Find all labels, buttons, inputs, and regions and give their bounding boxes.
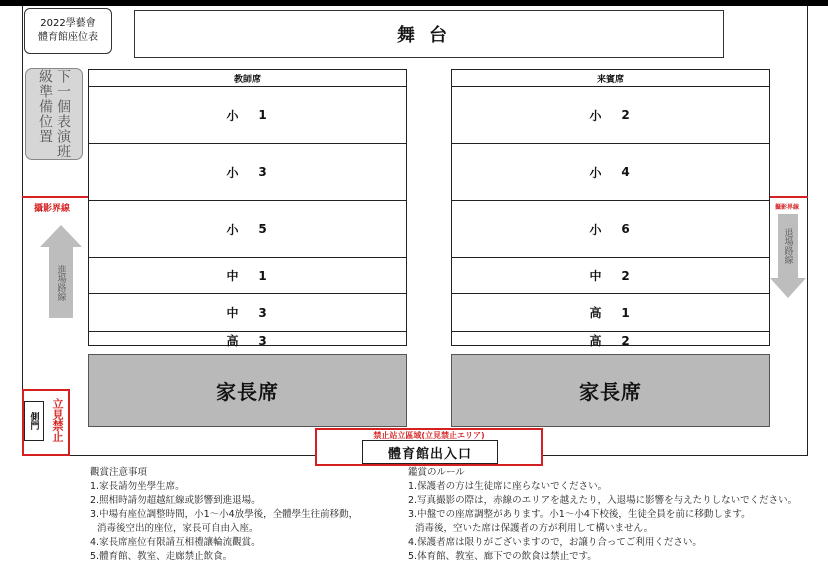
no-standing-label: 立見禁止 [51, 398, 64, 442]
guest-section-header: 来賓席 [452, 70, 769, 87]
note-item: 5.體育館、教室、走廊禁止飲食。 [90, 551, 233, 562]
photo-boundary-label-right: 攝影界線 [775, 204, 800, 211]
seat-row: 中 3 [89, 294, 406, 332]
note-item: 1.家長請勿坐學生席。 [90, 481, 185, 492]
photo-boundary-line-left [22, 196, 88, 198]
side-door [24, 401, 44, 441]
prep-area [25, 68, 83, 160]
seat-row: 小 5 [89, 201, 406, 258]
note-item: 4.保護者席は限りがございますので，お譲り合ってご利用ください。 [408, 537, 702, 548]
seat-row: 高 1 [452, 294, 769, 332]
seat-row: 高 2 [589, 333, 630, 348]
note-item: 3.中場有座位調整時間，小1～小4放學後，全體學生往前移動， [90, 509, 359, 520]
chart-title-line-1: 2022學藝會 [40, 18, 96, 29]
notes-chinese [90, 466, 358, 564]
note-item: 2.写真撮影の際は，赤線のエリアを越えたり，入退場に影響を与えたりしないでください。 [408, 495, 798, 506]
entrance-label: 體育館出入口 [387, 446, 472, 462]
parent-seats-right [451, 354, 770, 427]
chart-title-line-2: 體育館座位表 [38, 32, 98, 43]
seat-row: 中 2 [452, 258, 769, 294]
arrow-up-icon [40, 225, 82, 247]
note-item: 消毒後空出的座位，家長可自由入座。 [97, 523, 259, 534]
seat-row: 小 4 [452, 144, 769, 201]
note-item: 5.体育館、教室、廊下での飲食は禁止です。 [408, 551, 597, 562]
chart-title [24, 8, 112, 54]
stage [134, 10, 724, 58]
prep-area-label: 下一個表演班級準備位置 [37, 69, 71, 159]
seat-row: 小 1 [89, 87, 406, 144]
seat-row: 高 3 [226, 333, 267, 348]
note-item: 1.保護者の方は生徒席に座らないでください。 [408, 481, 608, 492]
seat-row: 小 2 [452, 87, 769, 144]
seat-row: 小 6 [452, 201, 769, 258]
parent-seats-label: 家長席 [216, 380, 279, 404]
notes-title: 觀賞注意事項 [90, 467, 148, 478]
gym-entrance [362, 440, 498, 464]
note-item: 3.中盤での座席調整があります。小1～小4下校後，生徒全員を前に移動します。 [408, 509, 751, 520]
seat-row: 小 3 [89, 144, 406, 201]
standing-prohibited-label: 禁止站立區域(立見禁止エリア) [373, 431, 485, 440]
parent-seats-left [88, 354, 407, 427]
teacher-section-header: 教師席 [89, 70, 406, 87]
photo-boundary-label-left: 攝影界線 [34, 204, 71, 214]
photo-boundary-line-right [770, 196, 808, 198]
note-item: 4.家長席座位有限請互相禮讓輪流觀賞。 [90, 537, 261, 548]
guest-section [451, 69, 770, 346]
note-item: 2.照相時請勿超越紅線或影響到進退場。 [90, 495, 261, 506]
entry-route-label: 進場路線 [55, 264, 66, 301]
stage-label: 舞台 [397, 25, 461, 46]
exit-route-label: 退場路線 [782, 228, 793, 264]
notes-japanese [408, 466, 797, 564]
side-door-label: 側門 [28, 412, 39, 430]
note-item: 消毒後，空いた席は保護者の方が利用して構いません。 [415, 523, 654, 534]
notes-title: 鑑賞のルール [408, 467, 465, 478]
seat-row: 中 1 [89, 258, 406, 294]
exit-route-arrow [770, 214, 806, 298]
entry-route-arrow [40, 225, 82, 318]
teacher-section [88, 69, 407, 346]
arrow-down-icon [770, 278, 806, 298]
parent-seats-label: 家長席 [579, 380, 642, 404]
